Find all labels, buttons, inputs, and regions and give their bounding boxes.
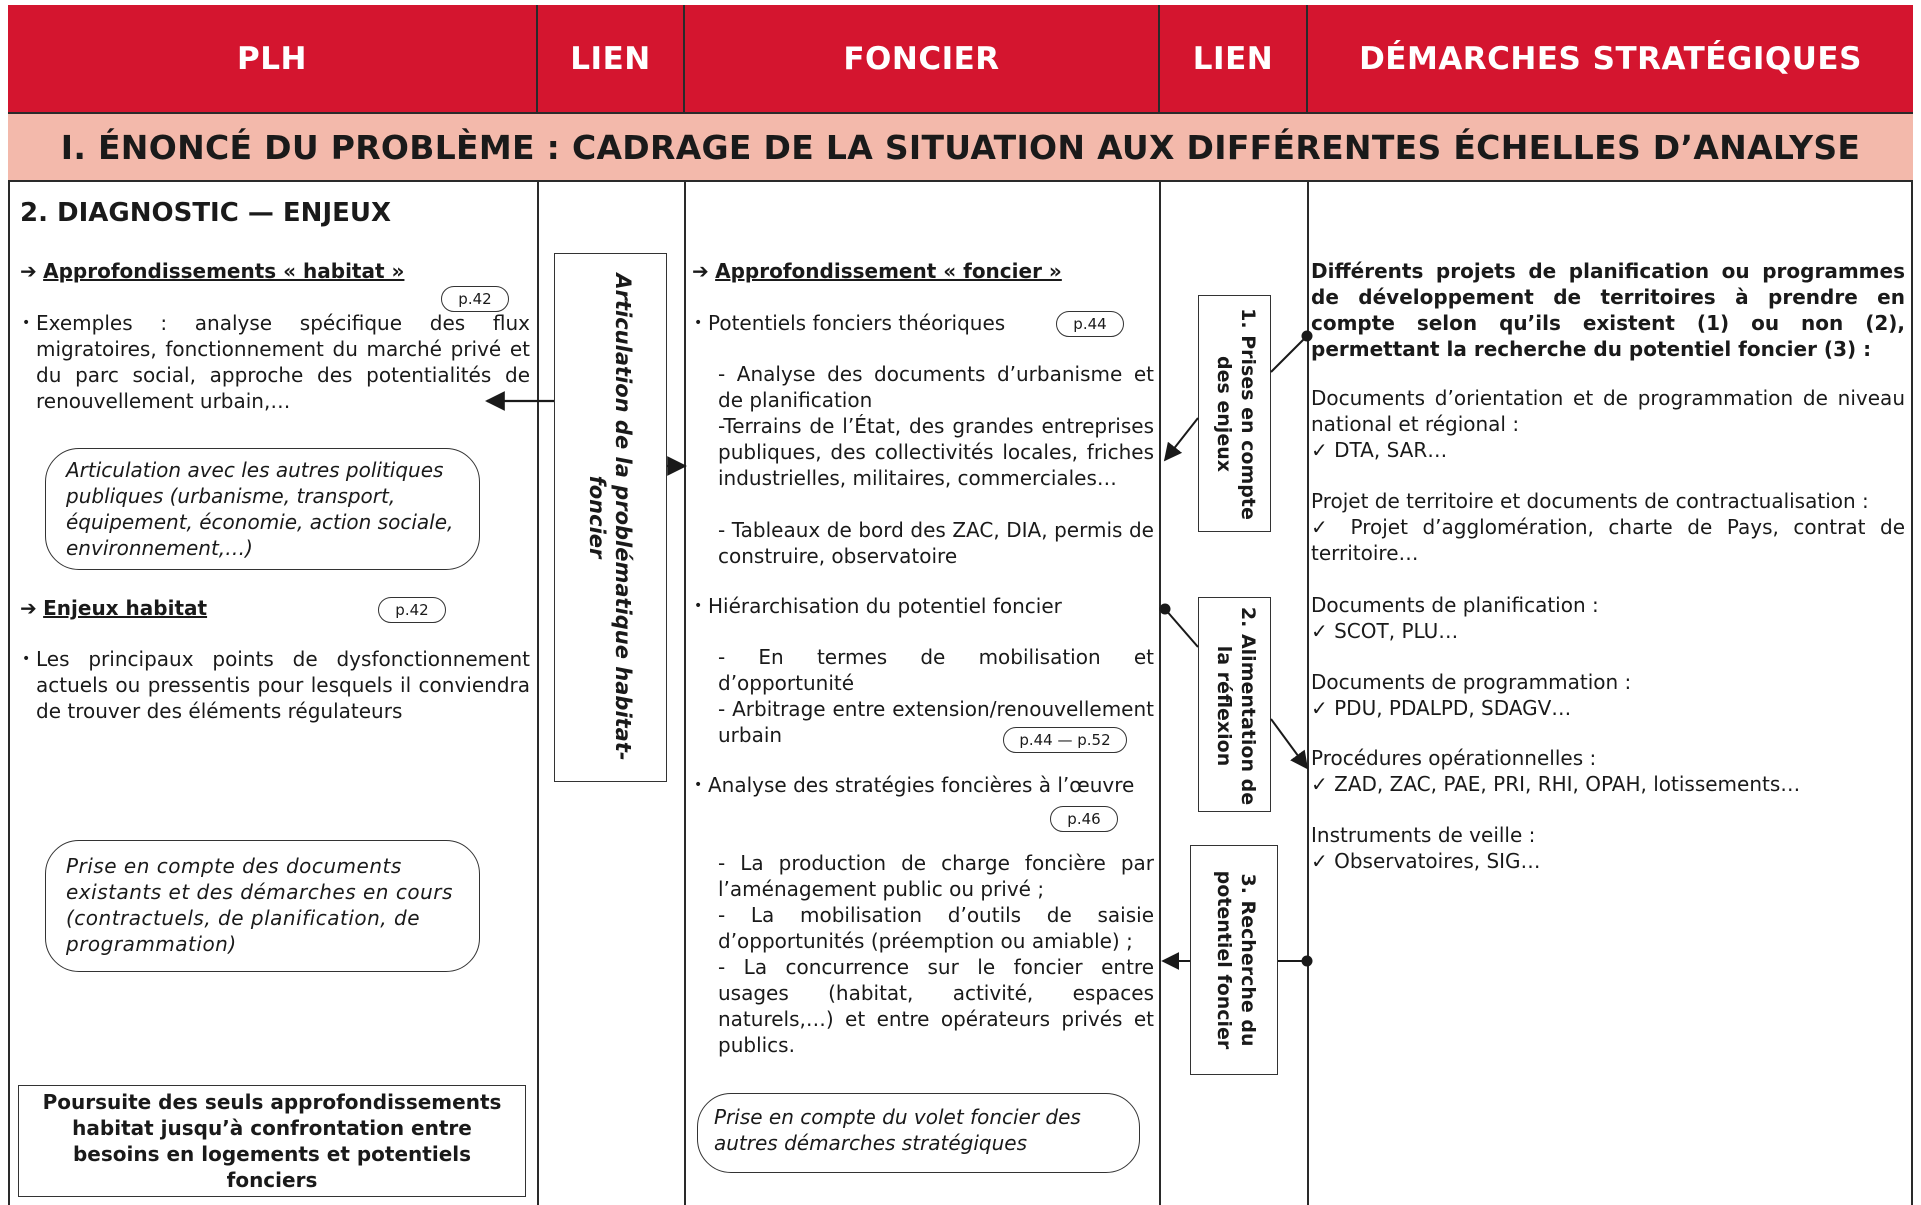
group-title: Projet de territoire et documents de contractualisation :: [1311, 489, 1869, 513]
bullet-text: • Les principaux points de dysfonctionnement actuels ou pressentis pour lesquels il conviendra de trouver des éléments régulateurs: [36, 647, 530, 723]
group-item: ✓ PDU, PDALPD, SDAGV…: [1311, 696, 1572, 720]
arrow-right-icon: ➔: [20, 259, 37, 283]
page-ref-badge: p.44 — p.52: [1003, 727, 1127, 753]
page-ref-badge: p.42: [441, 286, 509, 312]
group-title: Instruments de veille :: [1311, 823, 1536, 847]
section-title: 2. DIAGNOSTIC — ENJEUX: [20, 198, 392, 228]
header-lien-1: LIEN: [538, 5, 685, 112]
sub-item: -Terrains de l’État, des grandes entreprises publiques, des collectivités locales, friches industrielles, militaires, commerciales…: [718, 414, 1154, 490]
conclusion-text: Poursuite des seuls approfondissements habitat jusqu’à confrontation entre besoins en logements et potentiels fonciers: [42, 1090, 502, 1192]
page-ref-badge: p.44: [1056, 311, 1124, 337]
header-demarches: DÉMARCHES STRATÉGIQUES: [1308, 5, 1913, 112]
lien-box-1-label: 1. Prises en compte des enjeux: [1213, 308, 1259, 520]
lien-box-3-label: 3. Recherche du potentiel foncier: [1213, 870, 1259, 1050]
group-item: ✓ Projet d’agglomération, charte de Pays, contrat de territoire…: [1311, 515, 1905, 565]
bullet-text: • Exemples : analyse spécifique des flux migratoires, fonctionnement du marché privé et du parc social, approche des potentialités de renouvellement urbain,…: [36, 311, 530, 413]
arrow-to-demarches: [1271, 719, 1307, 768]
group-item: ✓ DTA, SAR…: [1311, 438, 1448, 462]
bullet-text: • Analyse des stratégies foncières à l’œuvre: [708, 773, 1134, 797]
sub-item: - La concurrence sur le foncier entre usages (habitat, activité, espaces naturels,…) et entre opérateurs privés et publics.: [718, 955, 1154, 1057]
bullet-text: • Potentiels fonciers théoriques: [708, 311, 1005, 335]
header-plh: PLH: [8, 5, 538, 112]
group-item: ✓ Observatoires, SIG…: [1311, 849, 1541, 873]
sub-item: - La production de charge foncière par l’aménagement public ou privé ;: [718, 851, 1154, 901]
connector-line: [1271, 336, 1307, 372]
arrow-to-foncier-1: [1165, 418, 1198, 460]
group-item: ✓ ZAD, ZAC, PAE, PRI, RHI, OPAH, lotissements…: [1311, 772, 1801, 796]
group-title: Documents de programmation :: [1311, 670, 1632, 694]
arrow-right-icon: ➔: [20, 596, 37, 620]
arrow-right-icon: ➔: [692, 259, 709, 283]
note-text: Prise en compte des documents existants et des démarches en cours (contractuels, de planification, de programmation): [66, 854, 453, 956]
enjeux-habitat-title: Enjeux habitat: [43, 596, 208, 620]
approf-foncier-title: Approfondissement « foncier »: [715, 259, 1062, 283]
sub-item: - Tableaux de bord des ZAC, DIA, permis de construire, observatoire: [718, 518, 1154, 568]
sub-item: - Arbitrage entre extension/renouvellement urbain: [718, 697, 1154, 747]
group-item: ✓ SCOT, PLU…: [1311, 619, 1459, 643]
bullet-text: • Hiérarchisation du potentiel foncier: [708, 594, 1062, 618]
group-title: Documents d’orientation et de programmation de niveau national et régional :: [1311, 386, 1905, 436]
group-title: Procédures opérationnelles :: [1311, 746, 1597, 770]
note-text: Prise en compte du volet foncier des autres démarches stratégiques: [714, 1105, 1081, 1155]
problem-banner: I. ÉNONCÉ DU PROBLÈME : CADRAGE DE LA SITUATION AUX DIFFÉRENTES ÉCHELLES D’ANALYSE: [8, 112, 1913, 182]
sub-item: - En termes de mobilisation et d’opportunité: [718, 645, 1154, 695]
page-ref-badge: p.42: [378, 597, 446, 623]
header-lien-2: LIEN: [1160, 5, 1308, 112]
lien-box-2-label: 2. Alimentation de la réflexion: [1213, 606, 1259, 806]
header-foncier: FONCIER: [685, 5, 1160, 112]
demarches-intro: Différents projets de planification ou programmes de développement de territoires à prendre en compte selon qu’ils existent (1) ou non (2), permettant la recherche du potentiel foncier (3) :: [1311, 259, 1905, 361]
sub-item: - La mobilisation d’outils de saisie d’opportunités (préemption ou amiable) ;: [718, 903, 1154, 953]
approf-habitat-title: Approfondissements « habitat »: [43, 259, 405, 283]
articulation-label: Articulation de la problématique habitat-foncier: [585, 273, 635, 761]
note-text: Articulation avec les autres politiques publiques (urbanisme, transport, équipement, économie, action sociale, environnement,…): [66, 458, 454, 560]
group-title: Documents de planification :: [1311, 593, 1599, 617]
connector-line: [1165, 609, 1198, 647]
page-ref-badge: p.46: [1050, 806, 1118, 832]
sub-item: - Analyse des documents d’urbanisme et de planification: [718, 362, 1154, 412]
